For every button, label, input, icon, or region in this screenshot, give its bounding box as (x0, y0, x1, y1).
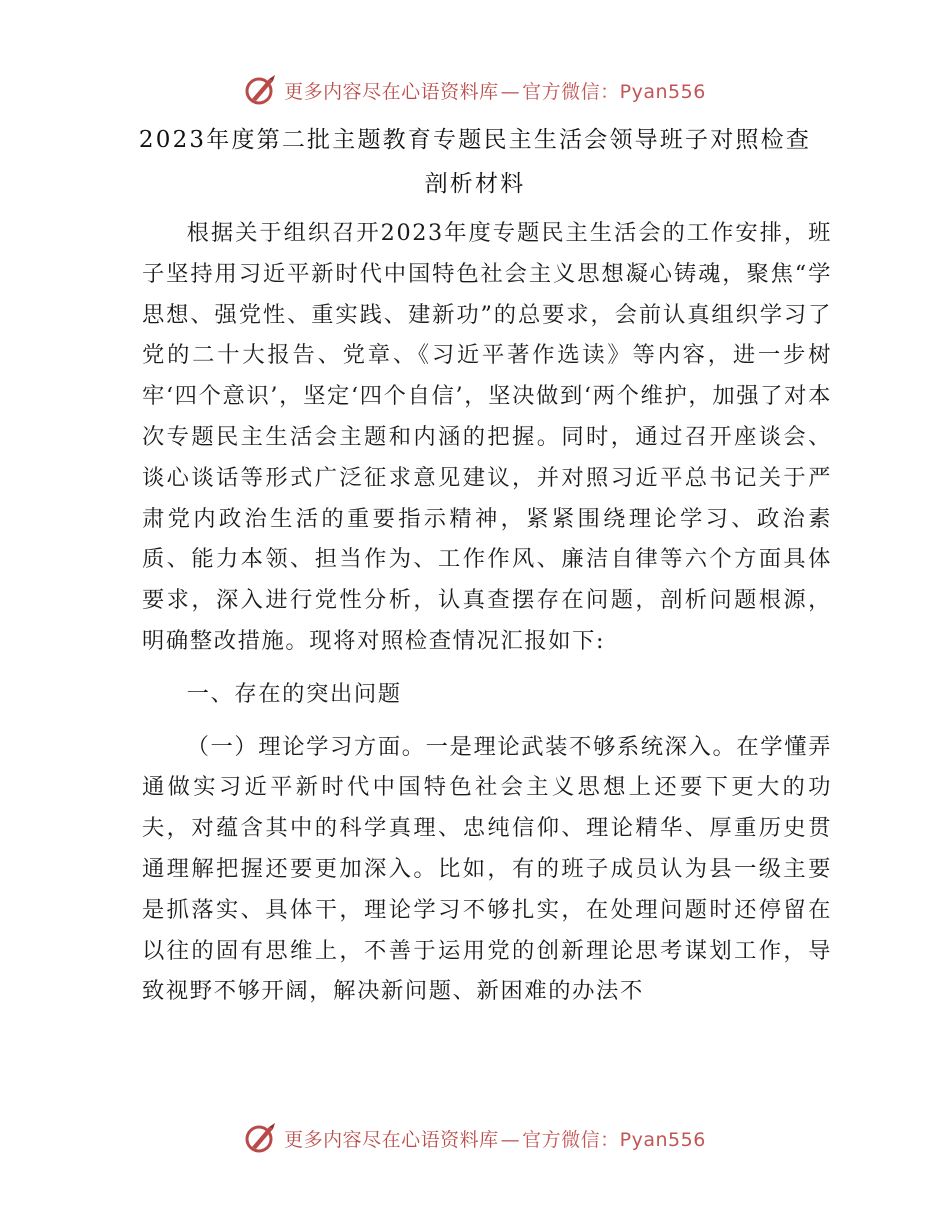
section-heading: 一、存在的突出问题 (186, 680, 402, 707)
section-paragraph: （一）理论学习方面。一是理论武装不够系统深入。在学懂弄通做实习近平新时代中国特色社会主义思想上还要下更大的功夫，对蕴含其中的科学真理、忠纯信仰、理论精华、厚重历史贯通理解把握还要更加深入。比如，有的班子成员认为县一级主要是抓落实、具体干，理论学习不够扎实，在处理问题时还停留在以往的固有思维上，不善于运用党的创新理论思考谋划工作，导致视野不够开阔，解决新问题、新困难的办法不 (142, 733, 832, 1005)
watermark-footer (0, 1118, 950, 1158)
watermark-text (284, 77, 706, 104)
document-title: 2023年度第二批主题教育专题民主生活会领导班子对照检查 (138, 127, 812, 153)
watermark-brand: 更多内容尽在心语资料库 (284, 80, 499, 103)
watermark-text (284, 1125, 706, 1152)
watermark-contact: 官方微信：Pyan556 (522, 1128, 706, 1151)
document-body (142, 213, 832, 1012)
watermark-separator: — (500, 1128, 521, 1151)
quill-logo-icon (244, 1121, 278, 1155)
watermark-contact: 官方微信：Pyan556 (522, 80, 706, 103)
watermark-brand: 更多内容尽在心语资料库 (284, 1128, 499, 1151)
document-title-continued: 剖析材料 (424, 171, 526, 197)
quill-logo-icon (244, 73, 278, 107)
intro-paragraph: 根据关于组织召开2023年度专题民主生活会的工作安排，班子坚持用习近平新时代中国特色社会主义思想凝心铸魂，聚焦“学思想、强党性、重实践、建新功”的总要求，会前认真组织学习了党的二十大报告、党章、《习近平著作选读》等内容，进一步树牢‘四个意识’，坚定‘四个自信’，坚决做到‘两个维护，加强了对本次专题民主生活会主题和内涵的把握。同时，通过召开座谈会、谈心谈话等形式广泛征求意见建议，并对照习近平总书记关于严肃党内政治生活的重要指示精神，紧紧围绕理论学习、政治素质、能力本领、担当作为、工作作风、廉洁自律等六个方面具体要求，深入进行党性分析，认真查摆存在问题，剖析问题根源，明确整改措施。现将对照检查情况汇报如下: (142, 220, 832, 654)
watermark-separator: — (500, 80, 521, 103)
watermark-header (0, 70, 950, 110)
